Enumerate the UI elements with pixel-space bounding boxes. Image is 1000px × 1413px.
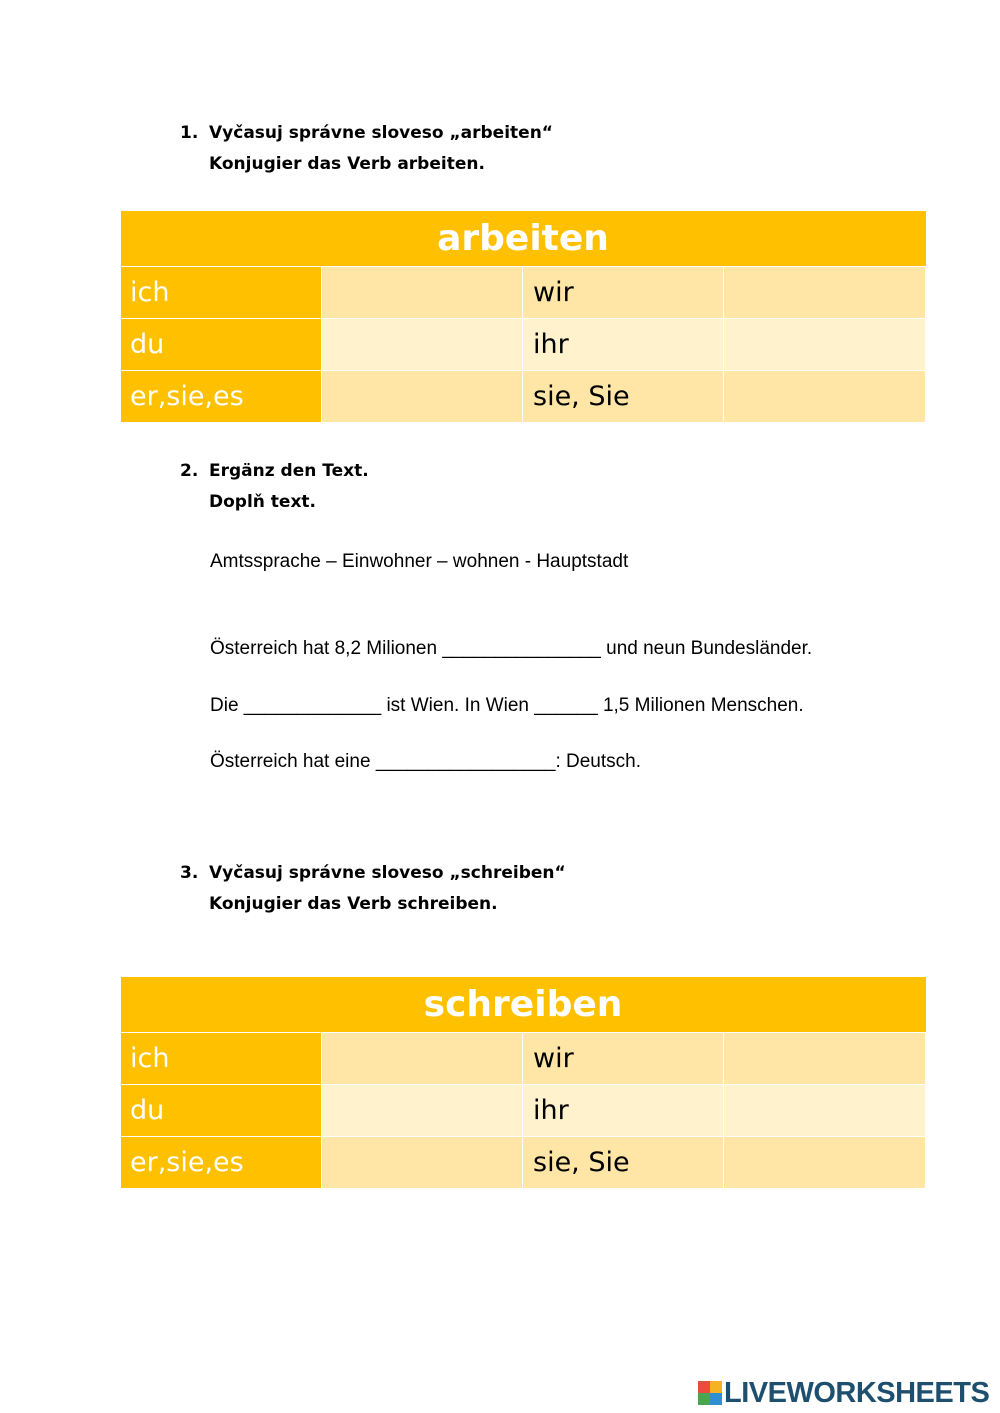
liveworksheets-icon [698,1381,722,1405]
input-du-schreiben[interactable] [322,1097,522,1124]
input-ich-arbeiten[interactable] [322,279,522,306]
liveworksheets-brand: LIVEWORKSHEETS [724,1377,990,1409]
sentence-2-text-c: 1,5 Milionen Menschen. [597,695,804,716]
logo-square-2 [710,1381,722,1393]
pronoun-ich: ich [121,267,322,319]
task-1-number: 1. [180,123,199,143]
answer-ihr-schreiben[interactable] [724,1085,926,1137]
answer-er-arbeiten[interactable] [322,371,523,423]
pronoun-wir: wir [523,267,724,319]
sentence-3 [210,751,641,773]
sentence-3-text-b: : Deutsch. [555,751,641,772]
answer-ich-arbeiten[interactable] [322,267,523,319]
logo-square-4 [710,1393,722,1405]
pronoun-sie-Sie: sie, Sie [523,1137,724,1189]
input-wir-arbeiten[interactable] [724,279,925,306]
input-wir-schreiben[interactable] [724,1045,925,1072]
sentence-1-text-a: Österreich hat 8,2 Milionen [210,638,443,659]
pronoun-ihr: ihr [523,319,724,371]
input-ich-schreiben[interactable] [322,1045,522,1072]
word-bank: Amtssprache – Einwohner – wohnen - Hauptstadt [210,551,629,572]
input-er-schreiben[interactable] [322,1149,522,1176]
input-ihr-arbeiten[interactable] [724,331,925,358]
pronoun-du: du [121,319,322,371]
pronoun-ihr: ihr [523,1085,724,1137]
input-sie-schreiben[interactable] [724,1149,925,1176]
pronoun-wir: wir [523,1033,724,1085]
task-3-instruction-sk: Vyčasuj správne sloveso „schreiben“ [209,863,566,883]
table-verb-header: arbeiten [121,211,926,267]
input-sie-arbeiten[interactable] [724,383,925,410]
pronoun-er-sie-es: er,sie,es [121,371,322,423]
blank-einwohner[interactable]: _______________ [442,638,601,659]
conjugation-table-schreiben [120,977,926,1189]
pronoun-ich: ich [121,1033,322,1085]
answer-ich-schreiben[interactable] [322,1033,523,1085]
blank-hauptstadt[interactable]: _____________ [243,695,382,716]
answer-ihr-arbeiten[interactable] [724,319,926,371]
pronoun-du: du [121,1085,322,1137]
answer-du-schreiben[interactable] [322,1085,523,1137]
answer-sie-schreiben[interactable] [724,1137,926,1189]
task-2-number: 2. [180,461,199,481]
task-1-instruction-sk: Vyčasuj správne sloveso „arbeiten“ [209,123,553,143]
task-1-instructions [180,118,553,180]
blank-amtssprache[interactable]: _________________ [375,751,556,772]
task-2-instruction-de: Ergänz den Text. [209,461,369,481]
sentence-1 [210,638,812,660]
task-3-instructions [180,858,566,920]
input-ihr-schreiben[interactable] [724,1097,925,1124]
logo-square-3 [698,1393,710,1405]
answer-wir-arbeiten[interactable] [724,267,926,319]
sentence-2 [210,695,804,717]
sentence-1-text-b: und neun Bundesländer. [600,638,813,659]
task-3-instruction-de: Konjugier das Verb schreiben. [209,894,498,914]
task-2-instructions [180,456,369,518]
sentence-2-text-b: ist Wien. In Wien [381,695,535,716]
input-er-arbeiten[interactable] [322,383,522,410]
sentence-2-text-a: Die [210,695,244,716]
pronoun-sie-Sie: sie, Sie [523,371,724,423]
answer-er-schreiben[interactable] [322,1137,523,1189]
pronoun-er-sie-es: er,sie,es [121,1137,322,1189]
answer-du-arbeiten[interactable] [322,319,523,371]
logo-square-1 [698,1381,710,1393]
task-1-instruction-de: Konjugier das Verb arbeiten. [209,154,485,174]
task-3-number: 3. [180,863,199,883]
conjugation-table-arbeiten [120,211,926,423]
sentence-3-text-a: Österreich hat eine [210,751,376,772]
blank-wohnen[interactable]: ______ [534,695,598,716]
answer-wir-schreiben[interactable] [724,1033,926,1085]
answer-sie-arbeiten[interactable] [724,371,926,423]
table-verb-header: schreiben [121,977,926,1033]
liveworksheets-logo [698,1378,989,1408]
task-2-instruction-sk: Doplň text. [209,492,317,512]
input-du-arbeiten[interactable] [322,331,522,358]
